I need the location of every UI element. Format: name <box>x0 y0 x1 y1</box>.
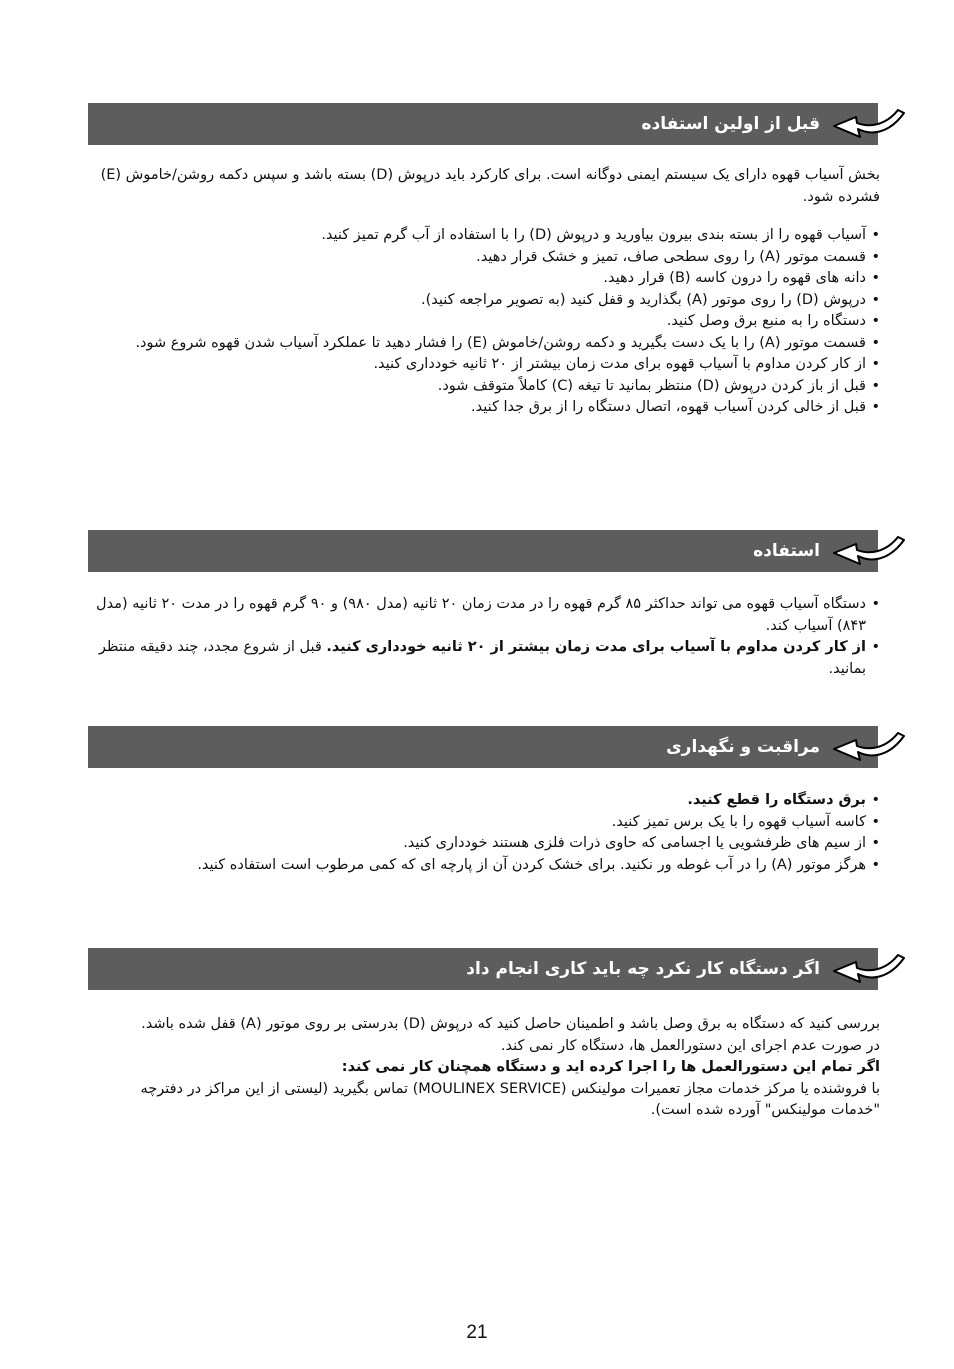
instruction-list <box>92 790 880 876</box>
intro-paragraph: بخش آسیاب قهوه دارای یک سیستم ایمنی دوگانه است. برای کارکرد باید درپوش (D) بسته باشد و سپس دکمه روشن/خاموش (E) فشرده شود. <box>100 167 880 205</box>
list-item: • قبل از خالی کردن آسیاب قهوه، اتصال دستگاه را از برق جدا کنید. <box>92 397 880 419</box>
section-header-troubleshooting <box>88 948 878 990</box>
section-header-before-first-use <box>88 103 878 145</box>
section-title: استفاده <box>753 541 820 561</box>
list-item: • از کار کردن مداوم با آسیاب قهوه برای مدت زمان بیشتر از ۲۰ ثانیه خودداری کنید. <box>92 354 880 376</box>
list-item: • دستگاه آسیاب قهوه می تواند حداکثر ۸۵ گرم قهوه را در مدت زمان ۲۰ ثانیه (مدل ۹۸۰) و ۹۰ گرم قهوه را در مدت ۲۰ ثانیه (مدل ۸۴۳) آسیاب کند. <box>92 594 880 637</box>
list-item: • دستگاه را به منبع برق وصل کنید. <box>92 311 880 333</box>
section-body-before-first-use <box>92 165 880 419</box>
bold-instruction: برق دستگاه را قطع کنید. <box>687 792 866 808</box>
page-number: 21 <box>466 1322 488 1343</box>
note-paragraph: در صورت عدم اجرای این دستورالعمل ها، دستگاه کار نمی کند. <box>500 1037 880 1054</box>
list-item <box>92 790 880 812</box>
section-header-usage <box>88 530 878 572</box>
list-item: • درپوش (D) را روی موتور (A) بگذارید و قفل کنید (به تصویر مراجعه کنید). <box>92 290 880 312</box>
section-header-care <box>88 726 878 768</box>
bold-notice: اگر تمام این دستورالعمل ها را اجرا کرده اید و دستگاه همچنان کار نمی کند: <box>341 1059 880 1075</box>
section-title: مراقبت و نگهداری <box>666 737 820 757</box>
section-title: قبل از اولین استفاده <box>641 114 820 134</box>
section-body-usage <box>92 594 880 680</box>
arrow-icon <box>830 532 910 574</box>
section-body-care <box>92 790 880 876</box>
arrow-icon <box>830 950 910 992</box>
service-paragraph: با فروشنده یا مرکز خدمات مجاز تعمیرات مولینکس (MOULINEX SERVICE) تماس بگیرید (لیستی از این مراکز در دفترچه "خدمات مولینکس" آورده شده است). <box>140 1080 880 1118</box>
bold-warning: از کار کردن مداوم با آسیاب برای مدت زمان بیشتر از ۲۰ ثانیه خودداری کنید. <box>326 639 866 655</box>
arrow-icon <box>830 105 910 147</box>
list-item: • قبل از باز کردن درپوش (D) منتظر بمانید تا تیغه (C) کاملاً متوقف شود. <box>92 376 880 398</box>
list-item <box>92 637 880 680</box>
warning-continuation: قبل از شروع مجدد، چند دقیقه منتظر بمانید. <box>98 639 866 677</box>
list-item: • دانه های قهوه را درون کاسه (B) قرار دهید. <box>92 268 880 290</box>
list-item: • کاسه آسیاب قهوه را با یک برس تمیز کنید. <box>92 812 880 834</box>
section-title: اگر دستگاه کار نکرد چه باید کاری انجام داد <box>466 959 820 979</box>
list-item: • هرگز موتور (A) را در آب غوطه ور نکنید. برای خشک کردن آن از پارچه ای که کمی مرطوب است استفاده کنید. <box>92 855 880 877</box>
list-item: • قسمت موتور (A) را با یک دست بگیرید و دکمه روشن/خاموش (E) را فشار دهید تا عملکرد آسیاب شدن قهوه شروع شود. <box>92 333 880 355</box>
section-body-troubleshooting <box>92 1014 880 1122</box>
check-paragraph: بررسی کنید که دستگاه به برق وصل باشد و اطمینان حاصل کنید که درپوش (D) بدرستی بر روی موتور (A) قفل شده باشد. <box>141 1016 880 1032</box>
instruction-list <box>92 594 880 680</box>
list-item: • آسیاب قهوه را از بسته بندی بیرون بیاورید و درپوش (D) را با استفاده از آب گرم تمیز کنید. <box>92 225 880 247</box>
instruction-list <box>92 225 880 419</box>
list-item: • قسمت موتور (A) را روی سطحی صاف، تمیز و خشک قرار دهید. <box>92 247 880 269</box>
arrow-icon <box>830 728 910 770</box>
list-item: • از سیم های ظرفشویی یا اجسامی که حاوی ذرات فلزی هستند خودداری کنید. <box>92 833 880 855</box>
